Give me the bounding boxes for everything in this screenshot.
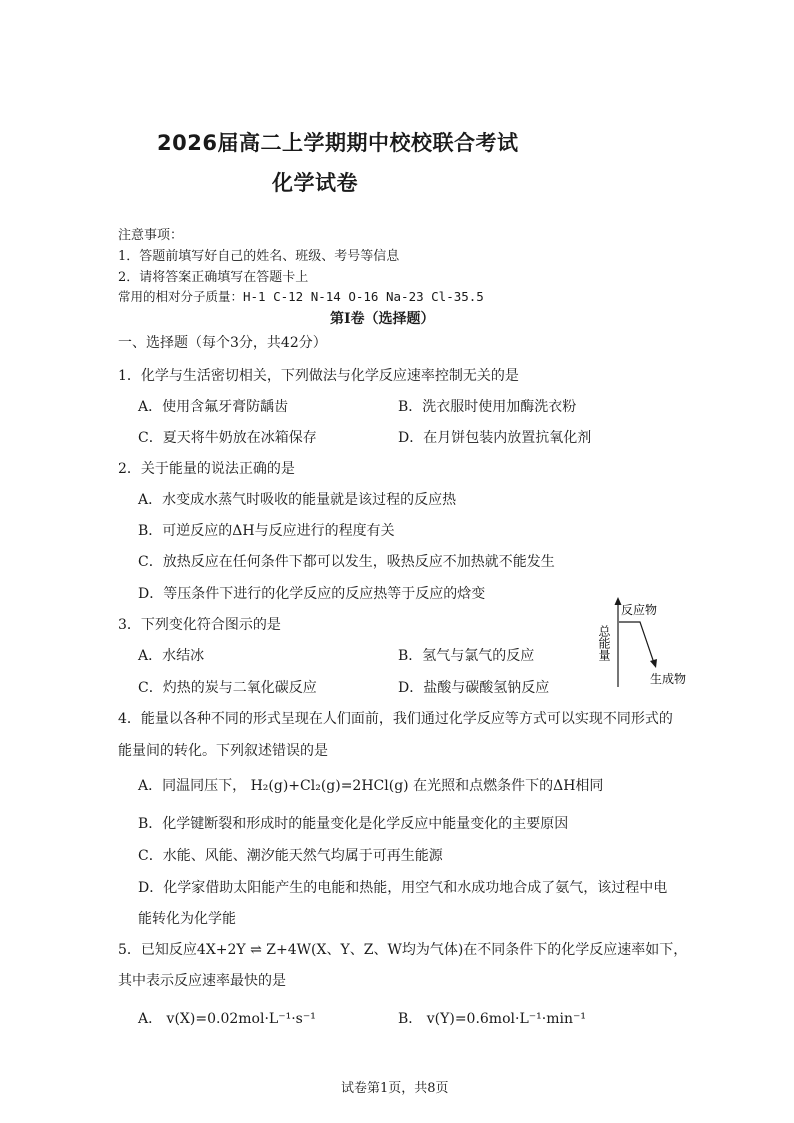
question-5-option-b: B． v(Y)=0.6mol·L⁻¹·min⁻¹: [398, 1011, 586, 1027]
question-2-option-c: C．放热反应在任何条件下都可以发生，吸热反应不加热就不能发生: [138, 554, 555, 570]
question-4-option-b: B．化学键断裂和形成时的能量变化是化学反应中能量变化的主要原因: [138, 816, 569, 832]
notice-item-1: 1．答题前填写好自己的姓名、班级、考号等信息: [118, 249, 400, 264]
option-a-prefix: A．同温同压下，: [138, 778, 247, 794]
question-1-option-c: C．夏天将牛奶放在冰箱保存: [138, 430, 317, 446]
part-heading: 第Ⅰ卷（选择题）: [330, 311, 435, 327]
diagram-ylabel: 总能量: [597, 625, 611, 661]
question-4-stem-line1: 4．能量以各种不同的形式呈现在人们面前，我们通过化学反应等方式可以实现不同形式的: [118, 711, 673, 727]
notice-heading: 注意事项：: [118, 228, 184, 243]
option-a-equation: H₂(g)+Cl₂(g)=2HCl(g): [250, 778, 409, 794]
question-2-option-a: A．水变成水蒸气时吸收的能量就是该过程的反应热: [138, 492, 457, 508]
option-a-suffix: 在光照和点燃条件下的ΔH相同: [413, 778, 604, 794]
notice-item-2: 2．请将答案正确填写在答题卡上: [118, 270, 309, 285]
molar-masses: 常用的相对分子质量：H-1 C-12 N-14 O-16 Na-23 Cl-35.5: [118, 289, 484, 304]
energy-diagram: [590, 595, 700, 695]
energy-curve: [619, 622, 654, 663]
page-footer: 试卷第1页，共8页: [341, 1081, 449, 1096]
question-3-option-a: A．水结冰: [138, 648, 205, 664]
question-5-stem-line2: 其中表示反应速率最快的是: [118, 973, 286, 989]
question-2-option-b: B．可逆反应的ΔH与反应进行的程度有关: [138, 523, 395, 539]
question-4-option-a: [138, 775, 603, 795]
question-3-option-d: D．盐酸与碳酸氢钠反应: [398, 680, 550, 696]
exam-subtitle: 化学试卷: [272, 171, 358, 195]
curve-arrow-icon: [650, 659, 657, 668]
question-5-stem-line1: 5．已知反应4X+2Y ⇌ Z+4W(X、Y、Z、W均为气体)在不同条件下的化学反应速率如下，: [118, 942, 688, 958]
question-1-option-a: A．使用含氟牙膏防龋齿: [138, 399, 289, 415]
question-3-option-c: C．灼热的炭与二氧化碳反应: [138, 680, 317, 696]
question-3-option-b: B．氢气与氯气的反应: [398, 648, 535, 664]
diagram-product-label: 生成物: [650, 672, 687, 686]
section-heading: 一、选择题（每个3分，共42分）: [118, 335, 327, 351]
question-2-option-d: D．等压条件下进行的化学反应的反应热等于反应的焓变: [138, 586, 486, 602]
exam-title: 2026届高二上学期期中校校联合考试: [157, 131, 519, 155]
question-2-stem: 2．关于能量的说法正确的是: [118, 461, 295, 477]
question-4-option-d-line2: 能转化为化学能: [138, 911, 236, 927]
question-4-stem-line2: 能量间的转化。下列叙述错误的是: [118, 743, 328, 759]
diagram-reactant-label: 反应物: [621, 603, 658, 617]
question-4-option-c: C．水能、风能、潮汐能天然气均属于可再生能源: [138, 848, 443, 864]
question-1-option-d: D．在月饼包装内放置抗氧化剂: [398, 430, 592, 446]
question-1-stem: 1．化学与生活密切相关，下列做法与化学反应速率控制无关的是: [118, 368, 519, 384]
question-3-stem: 3．下列变化符合图示的是: [118, 617, 281, 633]
question-5-option-a: A． v(X)=0.02mol·L⁻¹·s⁻¹: [138, 1011, 316, 1027]
question-4-option-d-line1: D．化学家借助太阳能产生的电能和热能，用空气和水成功地合成了氨气，该过程中电: [138, 880, 668, 896]
question-1-option-b: B．洗衣服时使用加酶洗衣粉: [398, 399, 577, 415]
